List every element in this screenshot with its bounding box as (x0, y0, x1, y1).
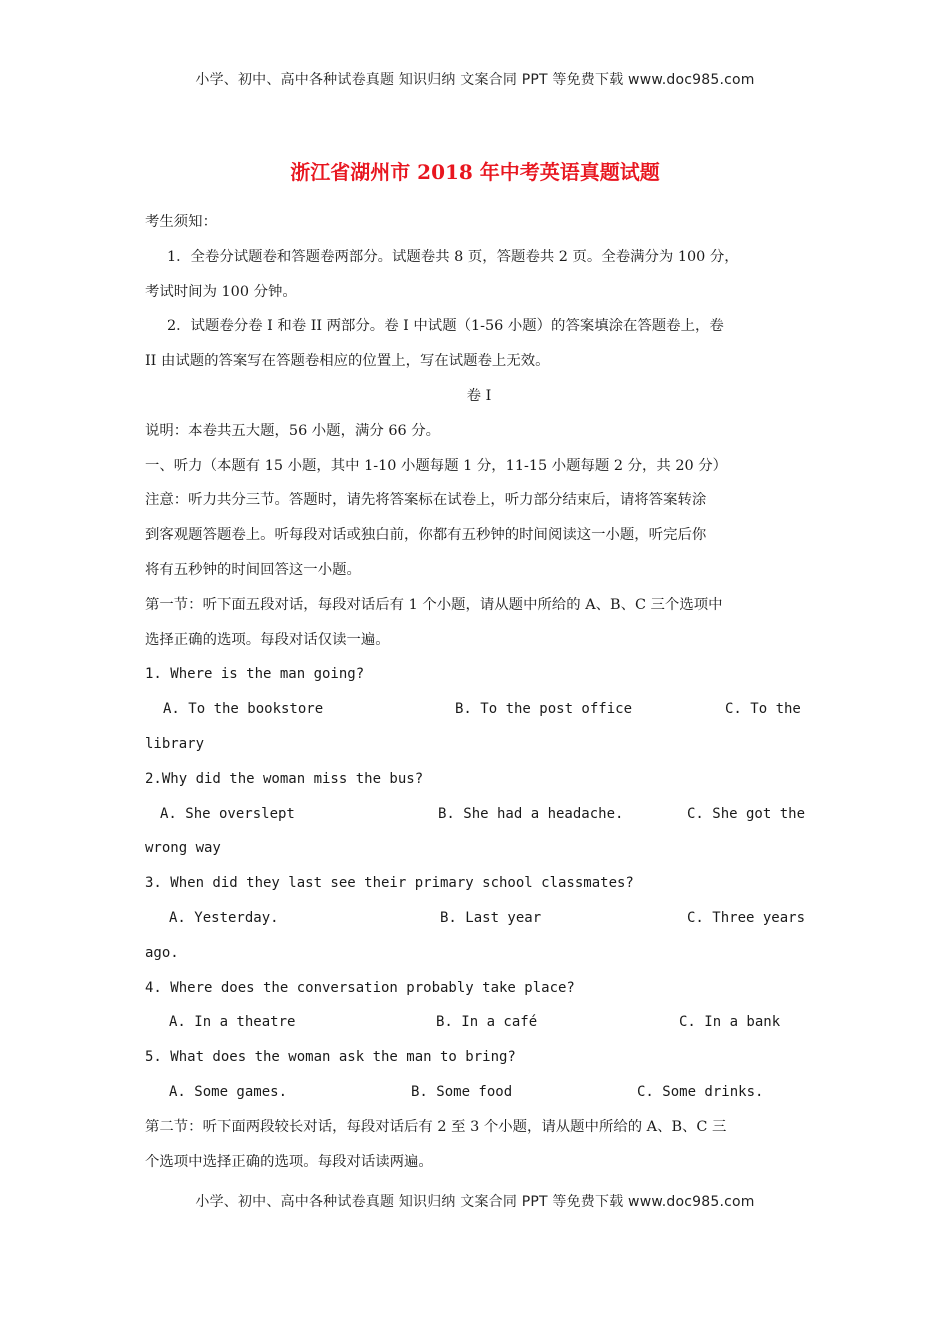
volume-explanation: 说明：本卷共五大题，56 小题，满分 66 分。 (145, 422, 440, 439)
instruction-1-line-1: 1．全卷分试题卷和答题卷两部分。试题卷共 8 页，答题卷共 2 页。全卷满分为 100 分， (167, 248, 739, 265)
question-3-options (145, 901, 813, 936)
question-5-option-b: B. Some food (411, 1083, 513, 1100)
question-5-option-a: A. Some games. (169, 1083, 288, 1100)
volume-heading: 卷 I (466, 387, 492, 404)
question-3-option-c-wrap: ago. (145, 944, 179, 961)
question-3-option-b: B. Last year (440, 909, 542, 926)
part-1-instruction-line-1: 第一节：听下面五段对话，每段对话后有 1 个小题，请从题中所给的 A、B、C 三个选项中 (145, 596, 723, 613)
question-2-option-c: C. She got the (687, 805, 806, 822)
section-1-note-line-2: 到客观题答题卷上。听每段对话或独白前，你都有五秒钟的时间阅读这一小题，听完后你 (145, 527, 707, 544)
question-2-option-b: B. She had a headache. (438, 805, 624, 822)
question-2: 2.Why did the woman miss the bus? (145, 770, 424, 787)
document-body (145, 205, 813, 1179)
part-2-instruction-line-2: 个选项中选择正确的选项。每段对话读两遍。 (145, 1153, 433, 1170)
part-1-instruction-line-2: 选择正确的选项。每段对话仅读一遍。 (145, 631, 390, 648)
question-5: 5. What does the woman ask the man to bring? (145, 1049, 516, 1066)
question-3-option-c: C. Three years (687, 909, 806, 926)
question-4-option-a: A. In a theatre (169, 1014, 296, 1031)
question-1-options (145, 692, 813, 727)
page-title: 浙江省湖州市 2018 年中考英语真题试题 (290, 160, 660, 184)
page-header: 小学、初中、高中各种试卷真题 知识归纳 文案合同 PPT 等免费下载 www.doc985.com (195, 72, 755, 88)
page-footer: 小学、初中、高中各种试卷真题 知识归纳 文案合同 PPT 等免费下载 www.doc985.com (195, 1194, 755, 1210)
section-1-heading: 一、听力（本题有 15 小题，其中 1-10 小题每题 1 分，11-15 小题每题 2 分，共 20 分） (145, 457, 728, 474)
question-3: 3. When did they last see their primary school classmates? (145, 875, 634, 892)
section-1-note-line-1: 注意：听力共分三节。答题时，请先将答案标在试卷上，听力部分结束后，请将答案转涂 (145, 492, 707, 509)
question-4-options (145, 1005, 813, 1040)
instructions-heading: 考生须知： (145, 214, 217, 230)
question-5-option-c: C. Some drinks. (637, 1083, 764, 1100)
question-1-option-c-wrap: library (145, 735, 205, 752)
part-2-instruction-line-1: 第二节：听下面两段较长对话，每段对话后有 2 至 3 个小题，请从题中所给的 A、B、C 三 (145, 1118, 727, 1135)
question-3-option-a: A. Yesterday. (169, 909, 279, 926)
question-1-option-c: C. To the (725, 701, 801, 718)
instruction-1-line-2: 考试时间为 100 分钟。 (145, 283, 297, 300)
question-5-options (145, 1075, 813, 1110)
section-1-note-line-3: 将有五秒钟的时间回答这一小题。 (145, 561, 361, 578)
question-1-option-a: A. To the bookstore (163, 701, 324, 718)
question-2-options (145, 797, 813, 832)
instruction-2-line-2: II 由试题的答案写在答题卷相应的位置上，写在试题卷上无效。 (145, 353, 550, 370)
question-4-option-c: C. In a bank (679, 1014, 781, 1031)
question-4: 4. Where does the conversation probably take place? (145, 979, 575, 996)
question-2-option-a: A. She overslept (160, 805, 295, 822)
question-1-option-b: B. To the post office (455, 701, 633, 718)
question-1: 1. Where is the man going? (145, 666, 365, 683)
instruction-2-line-1: 2．试题卷分卷 I 和卷 II 两部分。卷 I 中试题（1-56 小题）的答案填涂在答题卷上，卷 (167, 318, 724, 335)
question-2-option-c-wrap: wrong way (145, 840, 221, 857)
question-4-option-b: B. In a café (436, 1014, 538, 1031)
